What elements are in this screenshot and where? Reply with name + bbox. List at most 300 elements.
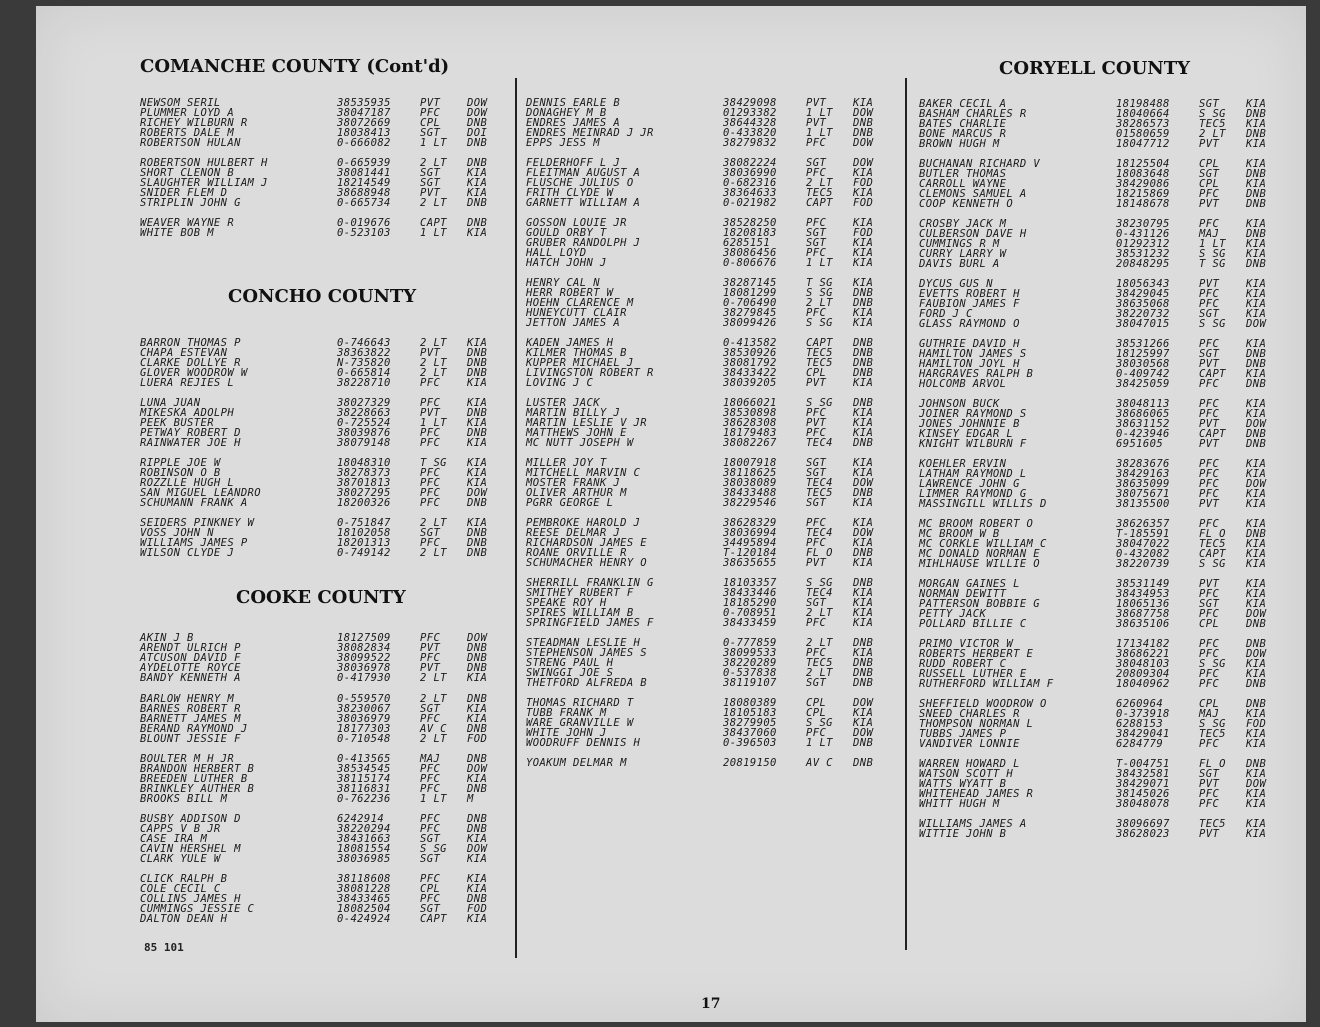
soldier-name: BUTLER THOMAS — [919, 168, 1007, 181]
rank: PFC — [806, 307, 827, 320]
serial-number: 6284779 — [1116, 738, 1164, 751]
soldier-name: BARRON THOMAS P — [140, 337, 241, 349]
status-code: KIA — [1246, 768, 1267, 781]
soldier-name: POLLARD BILLIE C — [919, 618, 1027, 631]
rank: PFC — [420, 823, 441, 836]
rank: 1 LT — [420, 793, 447, 806]
status-code: KIA — [467, 397, 488, 409]
serial-number: 38039205 — [723, 377, 777, 390]
status-code: KIA — [1246, 468, 1267, 481]
status-code: KIA — [853, 97, 874, 109]
status-code: DOW — [853, 477, 874, 490]
status-code: KIA — [1246, 158, 1267, 170]
status-code: KIA — [853, 187, 874, 200]
serial-number: 38429098 — [723, 97, 777, 109]
serial-number: T-185591 — [1116, 528, 1170, 541]
status-code: KIA — [1246, 788, 1267, 801]
casualty-group — [919, 279, 1289, 329]
status-code: KIA — [467, 853, 488, 866]
soldier-name: LUNA JUAN — [140, 397, 201, 409]
serial-number: 38118625 — [723, 467, 777, 480]
rank: SGT — [806, 457, 827, 469]
soldier-name: MC BROOM W B — [919, 528, 1000, 541]
soldier-name: MC DONALD NORMAN E — [919, 548, 1040, 561]
status-code: DNB — [467, 157, 488, 169]
status-code: DNB — [853, 397, 874, 409]
serial-number: 0-433820 — [723, 127, 777, 140]
status-code: DNB — [467, 427, 488, 440]
serial-number: 0-432082 — [1116, 548, 1170, 561]
serial-number: T-004751 — [1116, 758, 1170, 770]
serial-number: 38432581 — [1116, 768, 1170, 781]
county-heading: COMANCHE COUNTY (Cont'd) — [140, 56, 450, 77]
serial-number: 18047712 — [1116, 138, 1170, 151]
serial-number: 18007918 — [723, 457, 777, 469]
soldier-name: DONAGHEY M B — [526, 107, 607, 120]
serial-number: 38635099 — [1116, 478, 1170, 491]
serial-number: 18083648 — [1116, 168, 1170, 181]
soldier-name: MATTHEWS JOHN E — [526, 427, 627, 440]
rank: PFC — [1199, 668, 1220, 681]
soldier-name: BUCHANAN RICHARD V — [919, 158, 1040, 170]
serial-number: 38687758 — [1116, 608, 1170, 621]
serial-number: 01292312 — [1116, 238, 1170, 251]
soldier-name: DALTON DEAN H — [140, 913, 228, 926]
soldier-name: ATCUSON DAVID F — [140, 652, 241, 665]
serial-number: 0-666082 — [337, 137, 391, 150]
rank: PFC — [420, 893, 441, 906]
rank: 2 LT — [420, 733, 447, 746]
soldier-name: DAVIS BURL A — [919, 258, 1000, 271]
serial-number: 0-396503 — [723, 737, 777, 750]
status-code: DOW — [467, 97, 488, 109]
soldier-name: FLUSCHE JULIUS O — [526, 177, 634, 190]
rank: SGT — [1199, 308, 1220, 321]
status-code: KIA — [467, 167, 488, 180]
soldier-name: HAMILTON JOYL H — [919, 358, 1020, 371]
serial-number: 18208183 — [723, 227, 777, 240]
soldier-name: ROBERTS DALE M — [140, 127, 235, 140]
soldier-name: WHITT HUGH M — [919, 798, 1000, 811]
status-code: DNB — [853, 287, 874, 300]
status-code: KIA — [467, 703, 488, 716]
rank: PVT — [806, 557, 827, 570]
soldier-name: WILLIAMS JAMES A — [919, 818, 1027, 830]
soldier-name: FORD J C — [919, 308, 973, 321]
serial-number: 18125504 — [1116, 158, 1170, 170]
rank: PFC — [1199, 588, 1220, 601]
serial-number: 0-777859 — [723, 637, 777, 649]
casualty-group — [526, 758, 898, 768]
soldier-name: VANDIVER LONNIE — [919, 738, 1020, 751]
serial-number: 38082224 — [723, 157, 777, 169]
serial-number: 38433465 — [337, 893, 391, 906]
serial-number: 0-665939 — [337, 157, 391, 169]
soldier-name: KUPPER MICHAEL J — [526, 357, 634, 370]
serial-number: 18065136 — [1116, 598, 1170, 611]
rank: 1 LT — [806, 127, 833, 140]
rank: PFC — [420, 713, 441, 726]
rank: PFC — [806, 137, 827, 150]
casualty-row — [526, 498, 898, 508]
status-code: KIA — [853, 257, 874, 270]
serial-number: 38081792 — [723, 357, 777, 370]
status-code: DNB — [467, 813, 488, 825]
serial-number: 18148678 — [1116, 198, 1170, 211]
casualty-group — [140, 338, 510, 388]
serial-number: 38115174 — [337, 773, 391, 786]
rank: SGT — [806, 497, 827, 510]
serial-number: 18127509 — [337, 632, 391, 644]
rank: CAPT — [1199, 368, 1226, 381]
soldier-name: GLOVER WOODROW W — [140, 367, 248, 380]
serial-number: 18081554 — [337, 843, 391, 856]
soldier-name: STEPHENSON JAMES S — [526, 647, 647, 660]
status-code: FOD — [853, 227, 874, 240]
rank: SGT — [420, 703, 441, 716]
serial-number: 38047015 — [1116, 318, 1170, 331]
soldier-name: DENNIS EARLE B — [526, 97, 621, 109]
casualty-group — [919, 699, 1289, 749]
rank: SGT — [420, 527, 441, 540]
rank: SGT — [420, 167, 441, 180]
status-code: KIA — [853, 237, 874, 250]
soldier-name: SNEED CHARLES R — [919, 708, 1020, 721]
serial-number: 38047022 — [1116, 538, 1170, 551]
status-code: DOW — [1246, 478, 1267, 491]
soldier-name: RICHARDSON JAMES E — [526, 537, 647, 550]
soldier-name: PATTERSON BOBBIE G — [919, 598, 1040, 611]
soldier-name: SHEFFIELD WOODROW O — [919, 698, 1047, 710]
soldier-name: CLICK RALPH B — [140, 873, 228, 885]
soldier-name: CASE IRA M — [140, 833, 208, 846]
soldier-name: BARLOW HENRY M — [140, 693, 235, 705]
soldier-name: KNIGHT WILBURN F — [919, 438, 1027, 451]
rank: PFC — [420, 497, 441, 510]
soldier-name: GOULD ORBY T — [526, 227, 607, 240]
serial-number: 38039876 — [337, 427, 391, 440]
soldier-name: STRIPLIN JOHN G — [140, 197, 241, 210]
soldier-name: LOVING J C — [526, 377, 594, 390]
serial-number: 6288153 — [1116, 718, 1164, 731]
rank: PFC — [420, 773, 441, 786]
soldier-name: ROBINSON O B — [140, 467, 221, 480]
serial-number: 01293382 — [723, 107, 777, 120]
serial-number: 18040664 — [1116, 108, 1170, 121]
rank: PVT — [1199, 578, 1220, 590]
serial-number: 38099426 — [723, 317, 777, 330]
rank: 1 LT — [806, 107, 833, 120]
casualty-row — [140, 138, 510, 148]
rank: TEC5 — [806, 187, 833, 200]
casualty-row — [526, 378, 898, 388]
casualty-row — [919, 619, 1289, 629]
soldier-name: COOP KENNETH O — [919, 198, 1014, 211]
status-code: KIA — [853, 417, 874, 430]
soldier-name: HOLCOMB ARVOL — [919, 378, 1007, 391]
status-code: DNB — [467, 197, 488, 210]
serial-number: 18038413 — [337, 127, 391, 140]
serial-number: 0-710548 — [337, 733, 391, 746]
status-code: KIA — [853, 647, 874, 660]
status-code: KIA — [1246, 818, 1267, 830]
rank: PFC — [1199, 608, 1220, 621]
casualty-row — [526, 258, 898, 268]
rank: SGT — [420, 833, 441, 846]
status-code: DNB — [853, 577, 874, 589]
rank: S SG — [1199, 318, 1226, 331]
rank: TEC4 — [806, 477, 833, 490]
serial-number: T-120184 — [723, 547, 777, 560]
casualty-group — [526, 518, 898, 568]
soldier-name: BARNES ROBERT R — [140, 703, 241, 716]
rank: PFC — [1199, 288, 1220, 301]
status-code: DNB — [1246, 188, 1267, 201]
rank: PFC — [1199, 638, 1220, 650]
rank: MAJ — [1199, 708, 1220, 721]
serial-number: 0-665734 — [337, 197, 391, 210]
soldier-name: BLOUNT JESSIE F — [140, 733, 241, 746]
soldier-name: COLE CECIL C — [140, 883, 221, 896]
soldier-name: CARROLL WAYNE — [919, 178, 1007, 191]
casualty-group — [919, 99, 1289, 149]
serial-number: 0-559570 — [337, 693, 391, 705]
rank: S SG — [1199, 718, 1226, 731]
soldier-name: BONE MARCUS R — [919, 128, 1007, 141]
status-code: DOW — [1246, 648, 1267, 661]
status-code: DNB — [853, 657, 874, 670]
soldier-name: BUSBY ADDISON D — [140, 813, 241, 825]
serial-number: 38283676 — [1116, 458, 1170, 470]
rank: PFC — [1199, 218, 1220, 230]
serial-number: 6260964 — [1116, 698, 1164, 710]
rank: 2 LT — [420, 337, 447, 349]
status-code: DNB — [467, 347, 488, 360]
rank: PFC — [806, 517, 827, 529]
status-code: KIA — [853, 407, 874, 420]
soldier-name: GUTHRIE DAVID H — [919, 338, 1020, 350]
casualty-row — [919, 679, 1289, 689]
rank: PFC — [1199, 678, 1220, 691]
status-code: KIA — [1246, 248, 1267, 261]
serial-number: 38119107 — [723, 677, 777, 690]
serial-number: 38635068 — [1116, 298, 1170, 311]
casualty-row — [140, 198, 510, 208]
serial-number: 17134182 — [1116, 638, 1170, 650]
status-code: KIA — [1246, 308, 1267, 321]
casualty-group — [526, 338, 898, 388]
status-code: FOD — [1246, 718, 1267, 731]
serial-number: 20848295 — [1116, 258, 1170, 271]
soldier-name: YOAKUM DELMAR M — [526, 757, 627, 769]
status-code: KIA — [467, 913, 488, 926]
status-code: DNB — [467, 407, 488, 420]
soldier-name: HUNEYCUTT CLAIR — [526, 307, 627, 320]
rank: 2 LT — [420, 547, 447, 560]
serial-number: 38433488 — [723, 487, 777, 500]
soldier-name: REESE DELMAR J — [526, 527, 621, 540]
rank: CAPT — [806, 197, 833, 210]
status-code: DNB — [853, 357, 874, 370]
serial-number: 38099533 — [723, 647, 777, 660]
casualty-group — [140, 694, 510, 744]
casualty-group — [526, 98, 898, 148]
serial-number: 38079148 — [337, 437, 391, 450]
rank: CAPT — [1199, 548, 1226, 561]
rank: TEC4 — [806, 587, 833, 600]
soldier-name: BAKER CECIL A — [919, 98, 1007, 110]
rank: PFC — [1199, 188, 1220, 201]
rank: PFC — [1199, 518, 1220, 530]
status-code: KIA — [1246, 558, 1267, 571]
status-code: DNB — [1246, 108, 1267, 121]
soldier-name: LUSTER JACK — [526, 397, 600, 409]
soldier-name: MITCHELL MARVIN C — [526, 467, 641, 480]
serial-number: 18125997 — [1116, 348, 1170, 361]
soldier-name: RICHEY WILBURN R — [140, 117, 248, 130]
status-code: DNB — [467, 367, 488, 380]
footer-code: 85 101 — [144, 941, 184, 954]
rank: PVT — [1199, 138, 1220, 151]
status-code: DNB — [1246, 638, 1267, 650]
status-code: DOW — [853, 157, 874, 169]
casualty-row — [140, 378, 510, 388]
serial-number: 0-706490 — [723, 297, 777, 310]
serial-number: 18214549 — [337, 177, 391, 190]
status-code: KIA — [467, 517, 488, 529]
soldier-name: MC NUTT JOSEPH W — [526, 437, 634, 450]
serial-number: 0-746643 — [337, 337, 391, 349]
rank: PVT — [1199, 418, 1220, 431]
rank: PVT — [1199, 828, 1220, 841]
soldier-name: WOODRUFF DENNIS H — [526, 737, 641, 750]
rank: CPL — [1199, 698, 1220, 710]
soldier-name: CLARKE DOLLYE R — [140, 357, 241, 370]
soldier-name: SPIRES WILLIAM B — [526, 607, 634, 620]
casualty-group — [919, 399, 1289, 449]
status-code: KIA — [853, 377, 874, 390]
status-code: KIA — [1246, 458, 1267, 470]
soldier-name: CUMMINGS JESSIE C — [140, 903, 255, 916]
status-code: KIA — [467, 187, 488, 200]
serial-number: 18066021 — [723, 397, 777, 409]
status-code: DNB — [853, 127, 874, 140]
rank: CPL — [1199, 178, 1220, 191]
rank: FL O — [1199, 758, 1226, 770]
rank: PFC — [806, 217, 827, 229]
serial-number: 0-537838 — [723, 667, 777, 680]
status-code: KIA — [467, 177, 488, 190]
casualty-row — [919, 739, 1289, 749]
serial-number: 18179483 — [723, 427, 777, 440]
serial-number: 38036985 — [337, 853, 391, 866]
casualty-row — [919, 299, 1289, 309]
soldier-name: SMITHEY RUBERT F — [526, 587, 634, 600]
soldier-name: BARNETT JAMES M — [140, 713, 241, 726]
status-code: KIA — [853, 307, 874, 320]
rank: PFC — [1199, 798, 1220, 811]
rank: S SG — [1199, 108, 1226, 121]
serial-number: 38220739 — [1116, 558, 1170, 571]
status-code: KIA — [1246, 278, 1267, 290]
serial-number: 0-417930 — [337, 672, 391, 685]
serial-number: 38434953 — [1116, 588, 1170, 601]
rank: PVT — [420, 187, 441, 200]
status-code: KIA — [1246, 798, 1267, 811]
rank: 2 LT — [1199, 128, 1226, 141]
soldier-name: EVETTS ROBERT H — [919, 288, 1020, 301]
rank: FL O — [1199, 528, 1226, 541]
serial-number: 38230067 — [337, 703, 391, 716]
soldier-name: NEWSOM SERIL — [140, 97, 221, 109]
rank: PVT — [806, 117, 827, 130]
soldier-name: MC CORKLE WILLIAM C — [919, 538, 1047, 551]
rank: 2 LT — [420, 357, 447, 370]
rank: SGT — [420, 853, 441, 866]
soldier-name: TUBB FRANK M — [526, 707, 607, 720]
status-code: DNB — [467, 893, 488, 906]
rank: PVT — [1199, 358, 1220, 371]
casualty-group — [919, 759, 1289, 809]
status-code: KIA — [853, 467, 874, 480]
status-code: DNB — [1246, 348, 1267, 361]
soldier-name: BANDY KENNETH A — [140, 672, 241, 685]
casualty-row — [140, 734, 510, 744]
serial-number: 38531266 — [1116, 338, 1170, 350]
soldier-name: PETWAY ROBERT D — [140, 427, 241, 440]
status-code: KIA — [1246, 118, 1267, 131]
rank: CPL — [806, 697, 827, 709]
casualty-row — [526, 618, 898, 628]
rank: PFC — [1199, 378, 1220, 391]
status-code: KIA — [467, 437, 488, 450]
serial-number: N-735820 — [337, 357, 391, 370]
rank: PFC — [1199, 408, 1220, 421]
serial-number: 38437060 — [723, 727, 777, 740]
soldier-name: CLARK YULE W — [140, 853, 221, 866]
rank: PVT — [1199, 438, 1220, 451]
rank: PFC — [806, 407, 827, 420]
serial-number: 6951605 — [1116, 438, 1164, 451]
serial-number: 0-409742 — [1116, 368, 1170, 381]
status-code: DOW — [1246, 778, 1267, 791]
status-code: KIA — [1246, 828, 1267, 841]
serial-number: 20809304 — [1116, 668, 1170, 681]
status-code: DOW — [1246, 608, 1267, 621]
rank: CPL — [1199, 158, 1220, 170]
status-code: DOW — [853, 727, 874, 740]
rank: PFC — [420, 632, 441, 644]
serial-number: 38047187 — [337, 107, 391, 120]
serial-number: 38429071 — [1116, 778, 1170, 791]
serial-number: 38531149 — [1116, 578, 1170, 590]
rank: 2 LT — [420, 367, 447, 380]
serial-number: 38535935 — [337, 97, 391, 109]
status-code: DNB — [1246, 128, 1267, 141]
serial-number: 38626357 — [1116, 518, 1170, 530]
status-code: DNB — [467, 527, 488, 540]
status-code: KIA — [1246, 668, 1267, 681]
status-code: KIA — [467, 417, 488, 430]
rank: 2 LT — [420, 693, 447, 705]
rank: CPL — [806, 367, 827, 380]
status-code: DNB — [1246, 168, 1267, 181]
rank: T SG — [1199, 258, 1226, 271]
serial-number: 38429045 — [1116, 288, 1170, 301]
soldier-name: STRENG PAUL H — [526, 657, 614, 670]
status-code: DNB — [467, 217, 488, 229]
status-code: KIA — [467, 713, 488, 726]
